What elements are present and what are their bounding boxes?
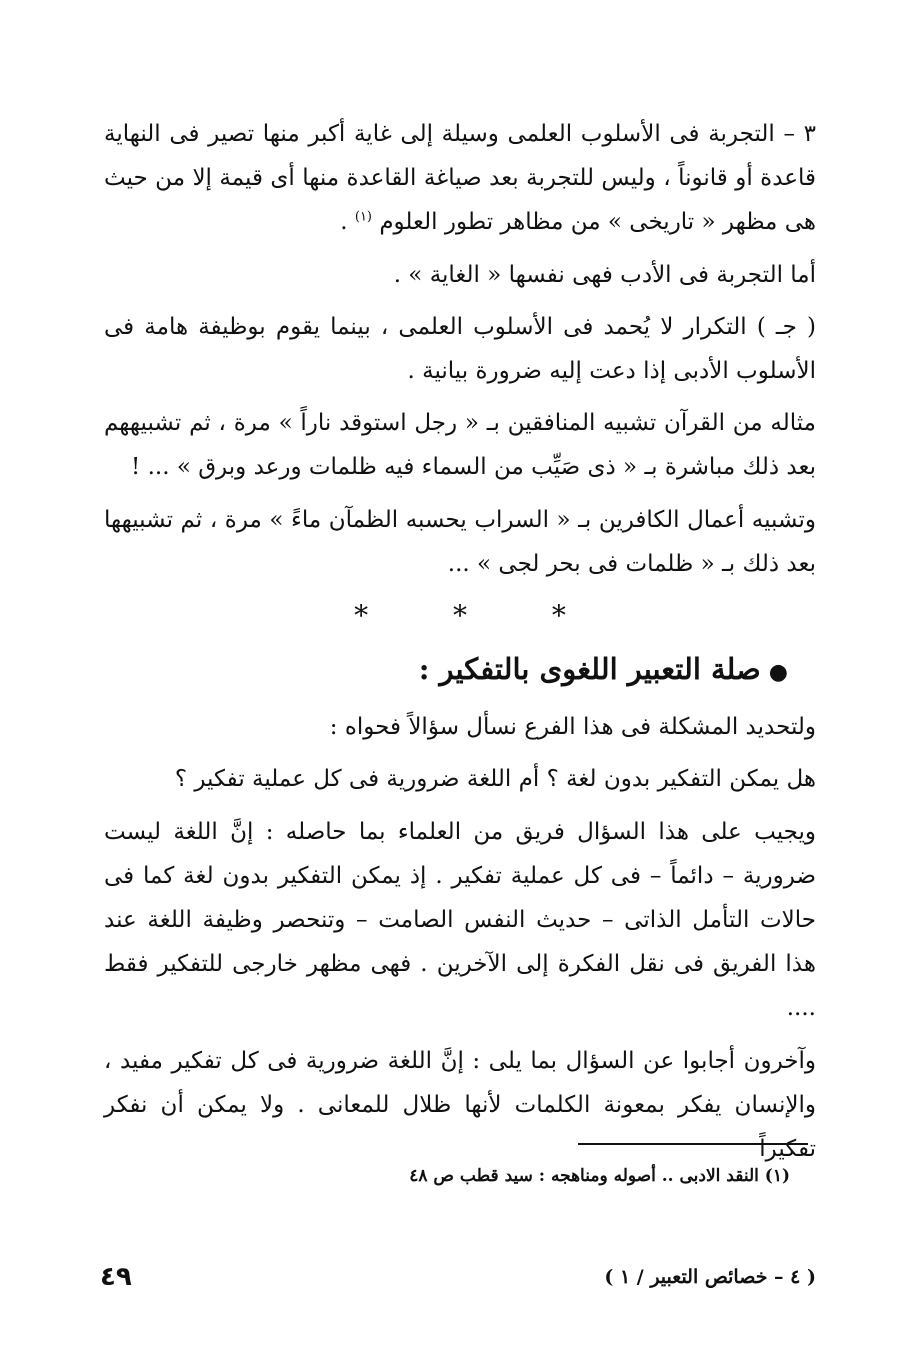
section-separator: * * * bbox=[354, 599, 604, 633]
footnote-reference: (١) bbox=[354, 209, 372, 225]
paragraph-8: ويجيب على هذا السؤال فريق من العلماء بما حاصله : إنَّ اللغة ليست ضرورية – دائماً – فى كل عملية تفكير . إذ يمكن التفكير بدون لغة كما فى حالات التأمل الذاتى – حديث النفس الصامت – وتنحصر وظيفة اللغة عند هذا الفريق فى نقل الفكرة إلى الآخرين . فهى مظهر خارجى للتفكير فقط .... bbox=[104, 818, 816, 1022]
running-footer: ( ٤ – خصائص التعبير / ١ ) bbox=[604, 1266, 816, 1288]
paragraph-1-end: . bbox=[340, 209, 355, 236]
body-text bbox=[104, 112, 816, 1179]
section-heading-text: صلة التعبير اللغوى بالتفكير : bbox=[418, 652, 761, 687]
section-heading bbox=[104, 644, 788, 697]
footnote-divider bbox=[578, 1143, 808, 1145]
page-number: ٤٩ bbox=[100, 1262, 132, 1292]
paragraph-6: ولتحديد المشكلة فى هذا الفرع نسأل سؤالاً فحواه : bbox=[329, 714, 816, 741]
bullet-icon: ● bbox=[768, 659, 788, 686]
paragraph-4: مثاله من القرآن تشبيه المنافقين بـ « رجل استوقد ناراً » مرة ، ثم تشبيههم بعد ذلك مباشرة بـ « ذى صَيِّب من السماء فيه ظلمات ورعد وبرق » ... ! bbox=[104, 410, 816, 481]
paragraph-1 bbox=[104, 112, 816, 245]
paragraph-2: أما التجربة فى الأدب فهى نفسها « الغاية » . bbox=[393, 261, 816, 288]
paragraph-5: وتشبيه أعمال الكافرين بـ « السراب يحسبه الظمآن ماءً » مرة ، ثم تشبيهها بعد ذلك بـ « ظلمات فى بحر لجى » ... bbox=[104, 506, 816, 577]
paragraph-3: ( جـ ) التكرار لا يُحمد فى الأسلوب العلمى ، بينما يقوم بوظيفة هامة فى الأسلوب الأدبى إذا دعت إليه ضرورة بيانية . bbox=[104, 313, 816, 385]
paragraph-9: وآخرون أجابوا عن السؤال بما يلى : إنَّ اللغة ضرورية فى كل تفكير مفيد ، والإنسان يفكر بمعونة الكلمات لأنها ظلال للمعانى . ولا يمكن أن نفكر تفكيراً bbox=[104, 1047, 816, 1163]
footnote: (١) النقد الادبى .. أصوله ومناهجه : سيد قطب ص ٤٨ bbox=[409, 1166, 790, 1186]
paragraph-1-text: ٣ – التجربة فى الأسلوب العلمى وسيلة إلى غاية أكبر منها تصير فى النهاية قاعدة أو قانوناً ، وليس للتجربة بعد صياغة القاعدة منها أى قيمة إلا من حيث هى مظهر « تاريخى » من مظاهر تطور العلوم bbox=[104, 121, 816, 236]
paragraph-7: هل يمكن التفكير بدون لغة ؟ أم اللغة ضرورية فى كل عملية تفكير ؟ bbox=[174, 766, 816, 793]
